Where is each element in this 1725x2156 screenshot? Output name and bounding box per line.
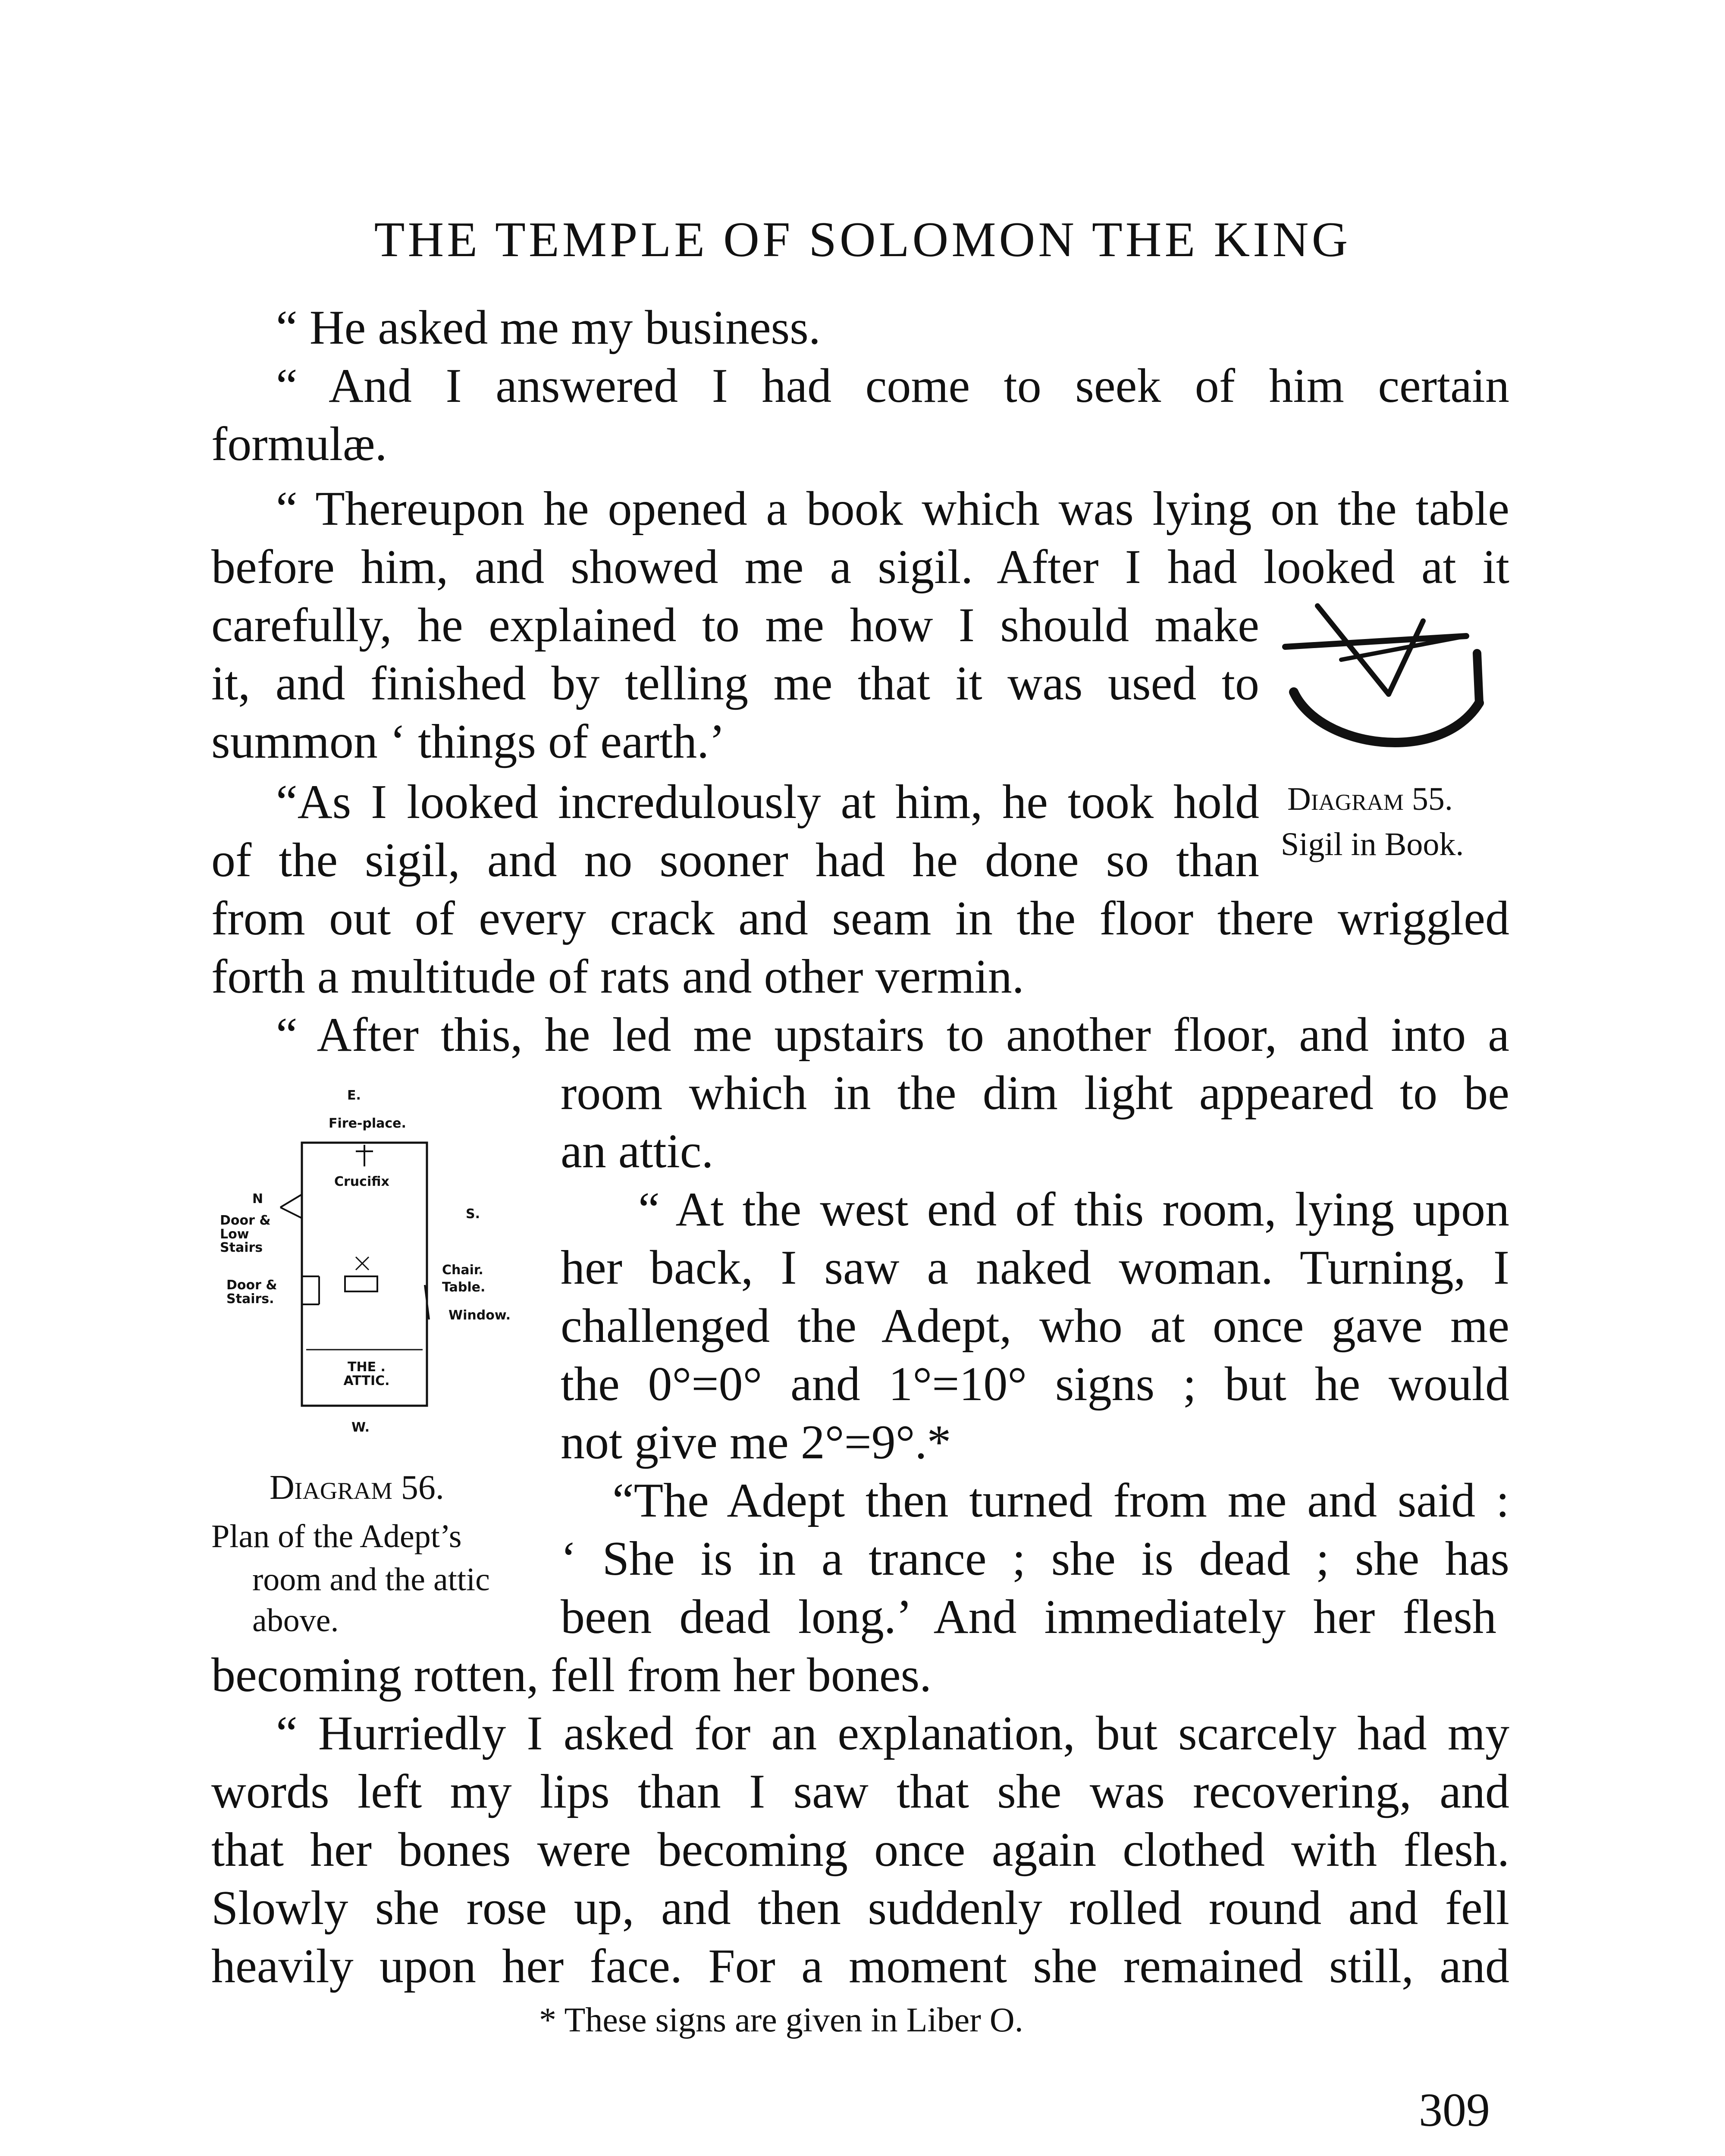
label-crucifix: Crucifix xyxy=(334,1174,389,1189)
text-line: formulæ. xyxy=(211,417,387,471)
text-line: words left my lips than I saw that she was recovering, and xyxy=(211,1765,1509,1818)
text-line: “ Thereupon he opened a book which was lying on the table xyxy=(276,482,1509,536)
text-line: Slowly she rose up, and then suddenly rolled round and fell xyxy=(211,1881,1509,1935)
text-line: not give me 2°=9°.* xyxy=(561,1416,951,1469)
text-line: of the sigil, and no sooner had he done so than xyxy=(211,834,1259,887)
running-header: THE TEMPLE OF SOLOMON THE KING xyxy=(374,212,1351,267)
text-line: “The Adept then turned from me and said : xyxy=(612,1474,1509,1527)
text-line: carefully, he explained to me how I should make xyxy=(211,599,1259,652)
label-the-attic: THE . ATTIC. xyxy=(343,1360,390,1388)
label-north: N xyxy=(252,1191,263,1206)
label-door-low-stairs: Door & Low Stairs xyxy=(220,1213,271,1255)
diagram-56-title: Diagram 56. xyxy=(270,1469,444,1507)
text-line: been dead long.’ And immediately her flesh xyxy=(561,1590,1496,1644)
text-line: her back, I saw a naked woman. Turning, I xyxy=(561,1241,1509,1294)
label-window: Window. xyxy=(448,1308,511,1323)
text-line: “ He asked me my business. xyxy=(276,301,821,354)
label-chair: Chair. xyxy=(442,1263,483,1278)
text-line: it, and finished by telling me that it was used to xyxy=(211,657,1259,710)
label-west: W. xyxy=(351,1420,370,1435)
text-line: “ At the west end of this room, lying upon xyxy=(638,1183,1509,1236)
label-south: S. xyxy=(466,1206,480,1222)
text-line: forth a multitude of rats and other vermin. xyxy=(211,950,1024,1003)
diagram-56-caption-line: room and the attic xyxy=(252,1561,490,1598)
footnote: * These signs are given in Liber O. xyxy=(539,2001,1023,2039)
diagram-56-caption-line: Plan of the Adept’s xyxy=(211,1518,462,1554)
text-line: ‘ She is in a trance ; she is dead ; she has xyxy=(561,1532,1509,1586)
text-line: “ Hurriedly I asked for an explanation, but scarcely had my xyxy=(276,1707,1509,1760)
text-line: “ After this, he led me upstairs to another floor, and into a xyxy=(276,1008,1509,1062)
plan-diagram xyxy=(211,1069,511,1466)
text-line: summon ‘ things of earth.’ xyxy=(211,715,725,768)
text-line: before him, and showed me a sigil. After I had looked at it xyxy=(211,540,1509,594)
text-line: challenged the Adept, who at once gave me xyxy=(561,1299,1509,1353)
page-number: 309 xyxy=(1419,2084,1490,2136)
text-line: “As I looked incredulously at him, he took hold xyxy=(276,775,1259,829)
text-line: “ And I answered I had come to seek of him certain xyxy=(276,359,1509,413)
label-table: Table. xyxy=(442,1280,486,1295)
diagram-56-caption-line: above. xyxy=(252,1602,339,1639)
text-line: becoming rotten, fell from her bones. xyxy=(211,1648,932,1702)
text-line: heavily upon her face. For a moment she remained still, and xyxy=(211,1940,1509,1993)
text-line: room which in the dim light appeared to be xyxy=(561,1066,1509,1120)
text-line: that her bones were becoming once again clothed with flesh. xyxy=(211,1823,1509,1877)
diagram-55-caption: Sigil in Book. xyxy=(1281,826,1464,862)
label-fireplace: Fire-place. xyxy=(329,1116,406,1131)
sigil-diagram xyxy=(1276,602,1518,774)
label-door-stairs: Door & Stairs. xyxy=(226,1278,277,1307)
text-line: from out of every crack and seam in the floor there wriggled xyxy=(211,892,1509,945)
text-line: an attic. xyxy=(561,1125,714,1178)
label-east: E. xyxy=(347,1088,361,1103)
text-line: the 0°=0° and 1°=10° signs ; but he would xyxy=(561,1357,1509,1411)
diagram-55-title: Diagram 55. xyxy=(1287,781,1453,817)
